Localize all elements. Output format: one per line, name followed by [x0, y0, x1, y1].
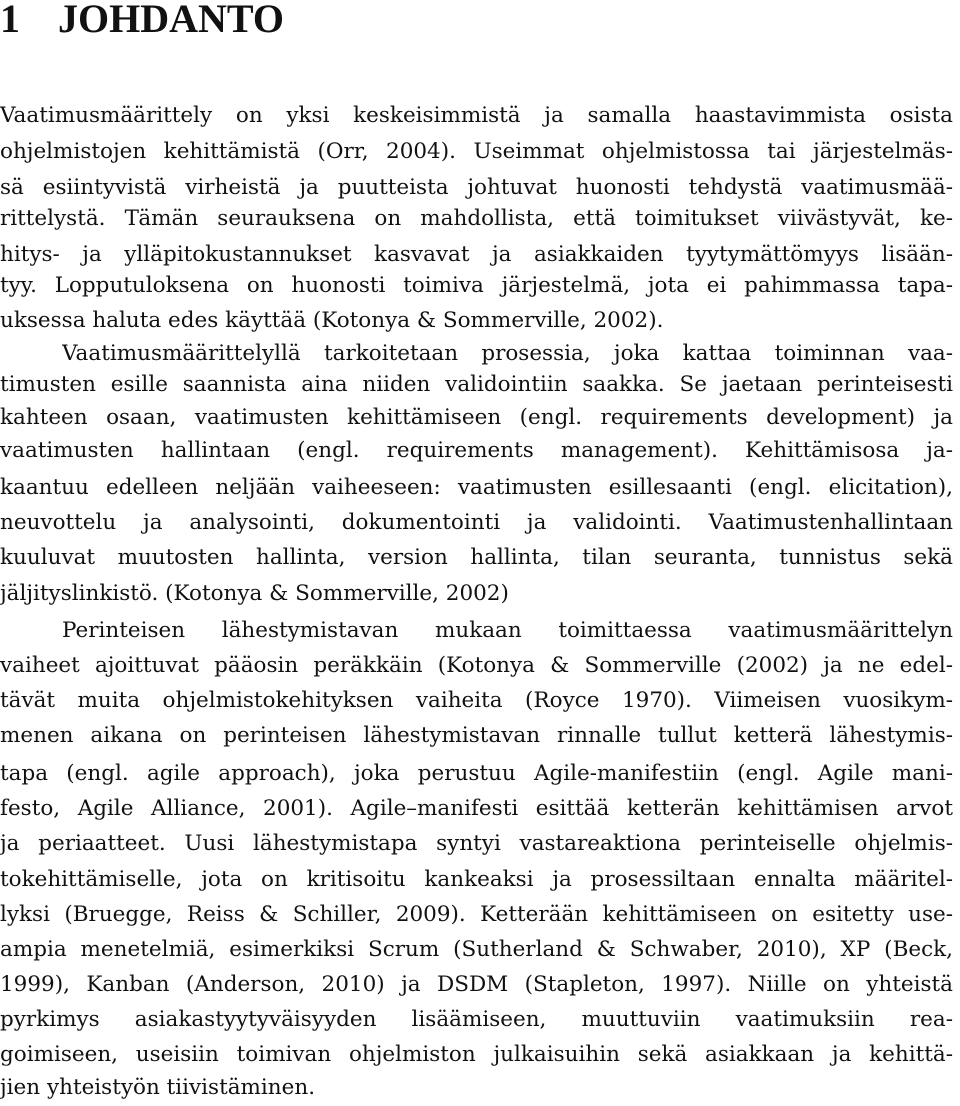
section-title: JOHDANTO [58, 0, 284, 41]
text-line: sä esiintyvistä virheistä ja puutteista johtuvat huonosti tehdystä vaatimusmää- [0, 175, 953, 200]
text-line: Vaatimusmäärittely on yksi keskeisimmistä ja samalla haastavimmista osista [0, 103, 953, 128]
text-line: Vaatimusmäärittelyllä tarkoitetaan prosessia, joka kattaa toiminnan vaa- [62, 341, 953, 366]
section-number: 1 [0, 0, 20, 41]
text-line: tävät muita ohjelmistokehityksen vaiheita (Royce 1970). Viimeisen vuosikym- [0, 688, 953, 713]
text-line: neuvottelu ja analysointi, dokumentointi ja validointi. Vaatimustenhallintaan [0, 510, 953, 535]
text-line: ampia menetelmiä, esimerkiksi Scrum (Sutherland & Schwaber, 2010), XP (Beck, [0, 937, 953, 962]
text-line: ja periaatteet. Uusi lähestymistapa syntyi vastareaktiona perinteiselle ohjelmis- [0, 831, 953, 856]
text-line: pyrkimys asiakastyytyväisyyden lisäämiseen, muuttuviin vaatimuksiin rea- [0, 1007, 953, 1032]
text-line: lyksi (Bruegge, Reiss & Schiller, 2009). Ketterään kehittämiseen on esitetty use- [0, 902, 953, 927]
section-heading [0, 0, 284, 42]
text-line: Perinteisen lähestymistavan mukaan toimittaessa vaatimusmäärittelyn [62, 618, 953, 643]
text-line: timusten esille saannista aina niiden validointiin saakka. Se jaetaan perinteisesti [0, 372, 953, 397]
text-line: kaantuu edelleen neljään vaiheeseen: vaatimusten esillesaanti (engl. elicitation), [0, 475, 953, 500]
text-line: goimiseen, useisiin toimivan ohjelmiston julkaisuihin sekä asiakkaan ja kehittä- [0, 1042, 953, 1067]
text-line: tyy. Lopputuloksena on huonosti toimiva järjestelmä, jota ei pahimmassa tapa- [0, 273, 953, 298]
text-line: menen aikana on perinteisen lähestymistavan rinnalle tullut ketterä lähestymis- [0, 723, 953, 748]
text-line: rittelystä. Tämän seurauksena on mahdollista, että toimitukset viivästyvät, ke- [0, 206, 953, 231]
text-line: vaiheet ajoittuvat pääosin peräkkäin (Kotonya & Sommerville (2002) ja ne edel- [0, 653, 953, 678]
text-line: tokehittämiselle, jota on kritisoitu kankeaksi ja prosessiltaan ennalta määritel- [0, 867, 953, 892]
text-line: kuuluvat muutosten hallinta, version hallinta, tilan seuranta, tunnistus sekä [0, 545, 953, 570]
text-line: jien yhteistyön tiivistäminen. [0, 1075, 316, 1100]
text-line: tapa (engl. agile approach), joka perustuu Agile-manifestiin (engl. Agile mani- [0, 761, 953, 786]
text-line: ohjelmistojen kehittämistä (Orr, 2004). Useimmat ohjelmistossa tai järjestelmäs- [0, 139, 953, 164]
text-line: kahteen osaan, vaatimusten kehittämiseen (engl. requirements development) ja [0, 405, 953, 430]
text-line: hitys- ja ylläpitokustannukset kasvavat ja asiakkaiden tyytymättömyys lisään- [0, 242, 953, 267]
text-line: festo, Agile Alliance, 2001). Agile–manifesti esittää ketterän kehittämisen arvot [0, 796, 953, 821]
text-line: vaatimusten hallintaan (engl. requirements management). Kehittämisosa ja- [0, 438, 953, 463]
text-line: uksessa haluta edes käyttää (Kotonya & Sommerville, 2002). [0, 308, 664, 333]
text-line: jäljityslinkistö. (Kotonya & Sommerville, 2002) [0, 581, 509, 606]
text-line: 1999), Kanban (Anderson, 2010) ja DSDM (Stapleton, 1997). Niille on yhteistä [0, 972, 953, 997]
